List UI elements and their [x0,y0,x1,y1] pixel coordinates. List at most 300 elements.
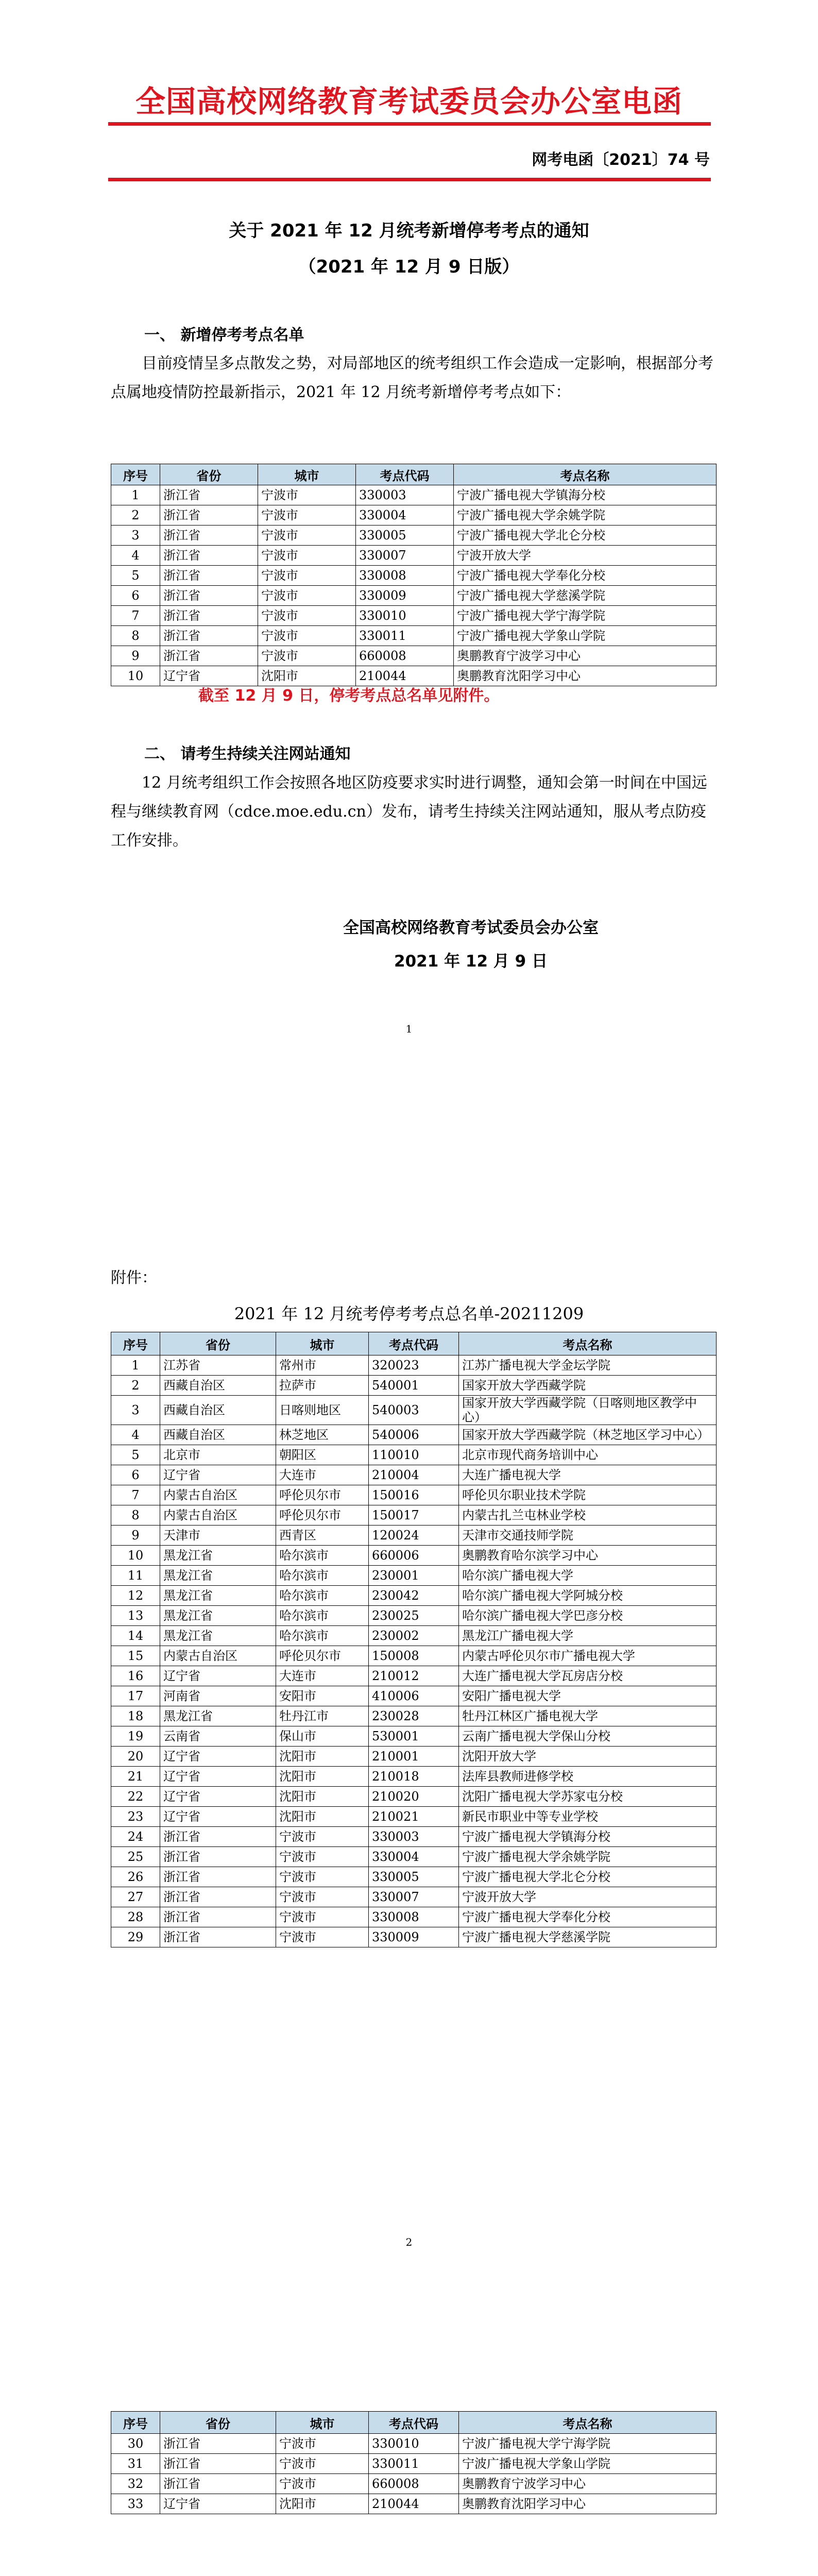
table-cell: 120024 [369,1526,459,1546]
table-cell: 哈尔滨市 [276,1546,369,1566]
table-cell: 宁波广播电视大学宁海学院 [454,606,717,626]
table-row [111,1376,717,1396]
table-cell: 28 [111,1907,160,1927]
table-cell: 宁波广播电视大学余姚学院 [459,1847,717,1867]
table-row [111,2494,717,2514]
table-cell: 辽宁省 [160,1465,276,1485]
letterhead-rule [108,122,711,126]
table-cell: 宁波市 [276,2434,369,2454]
new-sites-body [111,485,717,686]
table-cell: 国家开放大学西藏学院 [459,1376,717,1396]
table-row [111,1485,717,1505]
column-header: 省份 [160,1332,276,1355]
table-cell: 浙江省 [160,1907,276,1927]
table-cell: 大连市 [276,1666,369,1686]
table-cell: 北京市 [160,1445,276,1465]
table-cell: 日喀则地区 [276,1396,369,1425]
table-cell: 3 [111,526,160,546]
table-cell: 210018 [369,1767,459,1787]
attachment-table-part-2 [111,2411,717,2514]
table-cell: 大连市 [276,1465,369,1485]
column-header: 考点代码 [356,464,454,485]
section-2-heading: 二、 请考生持续关注网站通知 [144,745,351,763]
table-cell: 宁波市 [276,2454,369,2474]
table-cell: 国家开放大学西藏学院（林芝地区学习中心） [459,1425,717,1445]
table-row [111,1526,717,1546]
attachment-title: 2021 年 12 月统考停考考点总名单-20211209 [234,1304,584,1324]
table-cell: 西青区 [276,1526,369,1546]
table-row [111,1927,717,1947]
table-cell: 浙江省 [160,1827,276,1847]
table-cell: 西藏自治区 [160,1396,276,1425]
table-row [111,526,717,546]
page-2 [0,1164,818,2375]
table-cell: 21 [111,1767,160,1787]
table-cell: 150017 [369,1505,459,1526]
table-cell: 210044 [369,2494,459,2514]
table-cell: 宁波广播电视大学北仑分校 [454,526,717,546]
table-cell: 浙江省 [160,1847,276,1867]
table-cell: 天津市 [160,1526,276,1546]
table-cell: 4 [111,546,160,566]
table-cell: 330009 [356,586,454,606]
table-cell: 浙江省 [160,2474,276,2494]
table-row [111,1505,717,1526]
table-cell: 210044 [356,666,454,686]
table-cell: 黑龙江广播电视大学 [459,1626,717,1646]
table-cell: 浙江省 [160,626,258,646]
table-cell: 660008 [369,2474,459,2494]
table-cell: 540006 [369,1425,459,1445]
table-cell: 14 [111,1626,160,1646]
column-header: 城市 [276,1332,369,1355]
table-cell: 26 [111,1867,160,1887]
table-cell: 150008 [369,1646,459,1666]
table-cell: 13 [111,1606,160,1626]
column-header: 考点名称 [459,2412,717,2434]
table-cell: 25 [111,1847,160,1867]
table-cell: 230001 [369,1566,459,1586]
table-cell: 530001 [369,1726,459,1747]
table-row [111,1425,717,1445]
table-cell: 330010 [356,606,454,626]
table-cell: 浙江省 [160,2454,276,2474]
column-header: 序号 [111,464,160,485]
table-row [111,1907,717,1927]
table-cell: 内蒙古自治区 [160,1505,276,1526]
table-cell: 110010 [369,1445,459,1465]
table-cell: 宁波广播电视大学余姚学院 [454,505,717,526]
table-cell: 奥鹏教育沈阳学习中心 [454,666,717,686]
table-cell: 浙江省 [160,646,258,666]
table-cell: 宁波广播电视大学宁海学院 [459,2434,717,2454]
table-cell: 河南省 [160,1686,276,1706]
table-cell: 23 [111,1807,160,1827]
table-cell: 210012 [369,1666,459,1686]
table-cell: 330007 [369,1887,459,1907]
table-cell: 11 [111,1566,160,1586]
table-cell: 9 [111,646,160,666]
table-cell: 8 [111,1505,160,1526]
table-cell: 330009 [369,1927,459,1947]
table-row [111,1396,717,1425]
table-cell: 8 [111,626,160,646]
table-row [111,646,717,666]
table-cell: 宁波市 [276,1927,369,1947]
table-cell: 宁波市 [258,546,356,566]
table-cell: 云南广播电视大学保山分校 [459,1726,717,1747]
page-3 [0,2375,818,2576]
table-cell: 宁波市 [276,2474,369,2494]
table-cell: 西藏自治区 [160,1425,276,1445]
table-cell: 内蒙古自治区 [160,1646,276,1666]
table-cell: 浙江省 [160,526,258,546]
table-cell: 沈阳市 [276,1767,369,1787]
table-row [111,1546,717,1566]
table-row [111,2474,717,2494]
new-sites-table [111,464,717,686]
table-cell: 奥鹏教育沈阳学习中心 [459,2494,717,2514]
table-cell: 沈阳市 [276,1807,369,1827]
column-header: 序号 [111,1332,160,1355]
table-cell: 哈尔滨广播电视大学 [459,1566,717,1586]
table-row [111,2454,717,2474]
table-cell: 17 [111,1686,160,1706]
table-cell: 浙江省 [160,1867,276,1887]
table-cell: 牡丹江林区广播电视大学 [459,1706,717,1726]
table-cell: 3 [111,1396,160,1425]
table-cell: 奥鹏教育宁波学习中心 [459,2474,717,2494]
table-cell: 大连广播电视大学瓦房店分校 [459,1666,717,1686]
table-row [111,1747,717,1767]
table-cell: 黑龙江省 [160,1606,276,1626]
table-cell: 浙江省 [160,505,258,526]
table-cell: 330010 [369,2434,459,2454]
table-cell: 安阳市 [276,1686,369,1706]
table-cell: 辽宁省 [160,2494,276,2514]
table-cell: 沈阳市 [276,2494,369,2514]
table-cell: 常州市 [276,1355,369,1376]
table-cell: 呼伦贝尔市 [276,1646,369,1666]
table-row [111,1847,717,1867]
table-row [111,586,717,606]
table-row [111,626,717,646]
table-cell: 330005 [356,526,454,546]
table-cell: 320023 [369,1355,459,1376]
table-cell: 16 [111,1666,160,1686]
table-cell: 150016 [369,1485,459,1505]
table-cell: 230025 [369,1606,459,1626]
table-cell: 哈尔滨市 [276,1566,369,1586]
table-cell: 330004 [369,1847,459,1867]
column-header: 考点代码 [369,2412,459,2434]
table-cell: 230028 [369,1706,459,1726]
table-cell: 哈尔滨市 [276,1626,369,1646]
table-cell: 黑龙江省 [160,1706,276,1726]
table-row [111,1355,717,1376]
table-cell: 牡丹江市 [276,1706,369,1726]
section-1-heading: 一、 新增停考考点名单 [144,326,304,344]
column-header: 序号 [111,2412,160,2434]
table-cell: 30 [111,2434,160,2454]
table-cell: 32 [111,2474,160,2494]
letterhead-rule-2 [108,178,711,181]
table-cell: 330011 [369,2454,459,2474]
table-cell: 辽宁省 [160,1666,276,1686]
table-cell: 宁波市 [276,1827,369,1847]
column-header: 城市 [276,2412,369,2434]
table-cell: 哈尔滨广播电视大学阿城分校 [459,1586,717,1606]
signature-org: 全国高校网络教育考试委员会办公室 [343,919,599,937]
table-row [111,546,717,566]
table-cell: 浙江省 [160,566,258,586]
column-header: 省份 [160,464,258,485]
table-cell: 540003 [369,1396,459,1425]
table-cell: 330003 [356,485,454,505]
table-cell: 江苏广播电视大学金坛学院 [459,1355,717,1376]
table-cell: 黑龙江省 [160,1546,276,1566]
table-cell: 宁波开放大学 [459,1887,717,1907]
table-row [111,1626,717,1646]
table-cell: 宁波广播电视大学北仑分校 [459,1867,717,1887]
table-cell: 5 [111,566,160,586]
table-cell: 330007 [356,546,454,566]
table-cell: 20 [111,1747,160,1767]
table-cell: 6 [111,1465,160,1485]
table-cell: 安阳广播电视大学 [459,1686,717,1706]
attachment-body-2 [111,2434,717,2514]
table-cell: 保山市 [276,1726,369,1747]
table-cell: 辽宁省 [160,1767,276,1787]
table-cell: 7 [111,606,160,626]
table-cell: 大连广播电视大学 [459,1465,717,1485]
table-cell: 内蒙古呼伦贝尔市广播电视大学 [459,1646,717,1666]
table-cell: 4 [111,1425,160,1445]
table-cell: 330008 [369,1907,459,1927]
table-cell: 宁波广播电视大学奉化分校 [459,1907,717,1927]
table-cell: 宁波市 [258,586,356,606]
table-row [111,1566,717,1586]
table-cell: 宁波市 [258,485,356,505]
table-cell: 宁波市 [276,1867,369,1887]
table-cell: 江苏省 [160,1355,276,1376]
table-cell: 宁波市 [276,1887,369,1907]
table-cell: 宁波市 [258,566,356,586]
table-cell: 1 [111,1355,160,1376]
table-cell: 黑龙江省 [160,1626,276,1646]
table-cell: 29 [111,1927,160,1947]
column-header: 考点名称 [454,464,717,485]
column-header: 省份 [160,2412,276,2434]
table-row [111,1767,717,1787]
table-row [111,1706,717,1726]
table-cell: 天津市交通技师学院 [459,1526,717,1546]
table-cell: 哈尔滨广播电视大学巴彦分校 [459,1606,717,1626]
table-row [111,606,717,626]
office-letterhead-title: 全国高校网络教育考试委员会办公室电函 [135,84,683,119]
table-cell: 230002 [369,1626,459,1646]
table-row [111,1445,717,1465]
table-cell: 黑龙江省 [160,1566,276,1586]
table-cell: 330008 [356,566,454,586]
table-cell: 33 [111,2494,160,2514]
table-cell: 宁波广播电视大学镇海分校 [454,485,717,505]
table-cell: 330004 [356,505,454,526]
table-cell: 沈阳广播电视大学苏家屯分校 [459,1787,717,1807]
table-cell: 林芝地区 [276,1425,369,1445]
table-cell: 410006 [369,1686,459,1706]
table-row [111,1586,717,1606]
table-cell: 宁波市 [258,606,356,626]
table-cell: 660006 [369,1546,459,1566]
table-cell: 国家开放大学西藏学院（日喀则地区教学中心） [459,1396,717,1425]
table-cell: 7 [111,1485,160,1505]
table-cell: 浙江省 [160,485,258,505]
table-cell: 浙江省 [160,1927,276,1947]
table-row [111,1666,717,1686]
table-row [111,1686,717,1706]
table-cell: 210020 [369,1787,459,1807]
table-cell: 辽宁省 [160,666,258,686]
table-row [111,1787,717,1807]
table-cell: 27 [111,1887,160,1907]
table-cell: 660008 [356,646,454,666]
table-row [111,1726,717,1747]
table-cell: 辽宁省 [160,1747,276,1767]
table-cell: 宁波广播电视大学象山学院 [454,626,717,646]
table-cell: 宁波广播电视大学象山学院 [459,2454,717,2474]
table-cell: 朝阳区 [276,1445,369,1465]
table-cell: 宁波市 [258,505,356,526]
table-row [111,1646,717,1666]
page-1 [0,0,818,1164]
table-cell: 宁波市 [276,1847,369,1867]
table-cell: 22 [111,1787,160,1807]
signature-date: 2021 年 12 月 9 日 [394,952,548,971]
table-cell: 北京市现代商务培训中心 [459,1445,717,1465]
table-cell: 宁波广播电视大学镇海分校 [459,1827,717,1847]
table-cell: 奥鹏教育哈尔滨学习中心 [459,1546,717,1566]
column-header: 考点名称 [459,1332,717,1355]
attachment-label: 附件： [111,1269,157,1287]
table-cell: 浙江省 [160,546,258,566]
table-cell: 浙江省 [160,606,258,626]
table-row [111,1807,717,1827]
table-cell: 拉萨市 [276,1376,369,1396]
table-cell: 奥鹏教育宁波学习中心 [454,646,717,666]
table-cell: 浙江省 [160,1887,276,1907]
table-cell: 沈阳市 [276,1787,369,1807]
table-cell: 24 [111,1827,160,1847]
attachment-table-part-1 [111,1332,717,1947]
table-cell: 宁波广播电视大学慈溪学院 [454,586,717,606]
table-cell: 黑龙江省 [160,1586,276,1606]
table-cell: 12 [111,1586,160,1606]
section-2-paragraph: 12 月统考组织工作会按照各地区防疫要求实时进行调整，通知会第一时间在中国远程与继续教育网（cdce.moe.edu.cn）发布，请考生持续关注网站通知，服从考点防疫工作安排。 [111,774,707,850]
table-cell: 内蒙古扎兰屯林业学校 [459,1505,717,1526]
notice-subtitle: （2021 年 12 月 9 日版） [298,257,520,277]
table-cell: 10 [111,1546,160,1566]
table-row [111,1465,717,1485]
table-cell: 1 [111,485,160,505]
table-cell: 210001 [369,1747,459,1767]
table-cell: 西藏自治区 [160,1376,276,1396]
table-cell: 2 [111,1376,160,1396]
table-cell: 宁波市 [258,626,356,646]
table-row [111,1867,717,1887]
red-note: 截至 12 月 9 日，停考考点总名单见附件。 [198,687,500,705]
table-row [111,505,717,526]
table-cell: 哈尔滨市 [276,1606,369,1626]
table-cell: 19 [111,1726,160,1747]
table-cell: 宁波市 [276,1907,369,1927]
table-cell: 330005 [369,1867,459,1887]
table-cell: 沈阳开放大学 [459,1747,717,1767]
table-header-row [111,1332,717,1355]
section-1-paragraph: 目前疫情呈多点散发之势，对局部地区的统考组织工作会造成一定影响，根据部分考点属地疫情防控最新指示，2021 年 12 月统考新增停考考点如下： [111,354,713,401]
document-number: 网考电函〔2021〕74 号 [532,151,710,169]
table-cell: 10 [111,666,160,686]
table-cell: 沈阳市 [276,1747,369,1767]
table-cell: 沈阳市 [258,666,356,686]
table-cell: 宁波市 [258,526,356,546]
table-cell: 呼伦贝尔市 [276,1485,369,1505]
table-cell: 宁波广播电视大学奉化分校 [454,566,717,586]
table-row [111,1827,717,1847]
table-header-row [111,2412,717,2434]
table-cell: 330011 [356,626,454,646]
table-cell: 18 [111,1706,160,1726]
table-cell: 9 [111,1526,160,1546]
table-cell: 呼伦贝尔职业技术学院 [459,1485,717,1505]
table-row [111,1606,717,1626]
table-cell: 宁波广播电视大学慈溪学院 [459,1927,717,1947]
table-cell: 浙江省 [160,2434,276,2454]
table-row [111,485,717,505]
table-header-row [111,464,717,485]
table-cell: 新民市职业中等专业学校 [459,1807,717,1827]
table-cell: 辽宁省 [160,1807,276,1827]
table-cell: 210021 [369,1807,459,1827]
table-cell: 法库县教师进修学校 [459,1767,717,1787]
table-cell: 5 [111,1445,160,1465]
table-cell: 15 [111,1646,160,1666]
table-cell: 呼伦贝尔市 [276,1505,369,1526]
table-cell: 宁波市 [258,646,356,666]
table-cell: 宁波开放大学 [454,546,717,566]
table-cell: 540001 [369,1376,459,1396]
table-cell: 31 [111,2454,160,2474]
table-cell: 内蒙古自治区 [160,1485,276,1505]
table-cell: 哈尔滨市 [276,1586,369,1606]
page-number-2: 2 [405,2236,413,2248]
table-cell: 230042 [369,1586,459,1606]
notice-title: 关于 2021 年 12 月统考新增停考考点的通知 [229,221,589,241]
column-header: 城市 [258,464,356,485]
table-cell: 浙江省 [160,586,258,606]
table-cell: 210004 [369,1465,459,1485]
page-number-1: 1 [405,1023,413,1035]
table-cell: 云南省 [160,1726,276,1747]
column-header: 考点代码 [369,1332,459,1355]
table-cell: 辽宁省 [160,1787,276,1807]
table-row [111,2434,717,2454]
table-row [111,1887,717,1907]
table-cell: 330003 [369,1827,459,1847]
table-row [111,566,717,586]
table-cell: 2 [111,505,160,526]
table-cell: 6 [111,586,160,606]
